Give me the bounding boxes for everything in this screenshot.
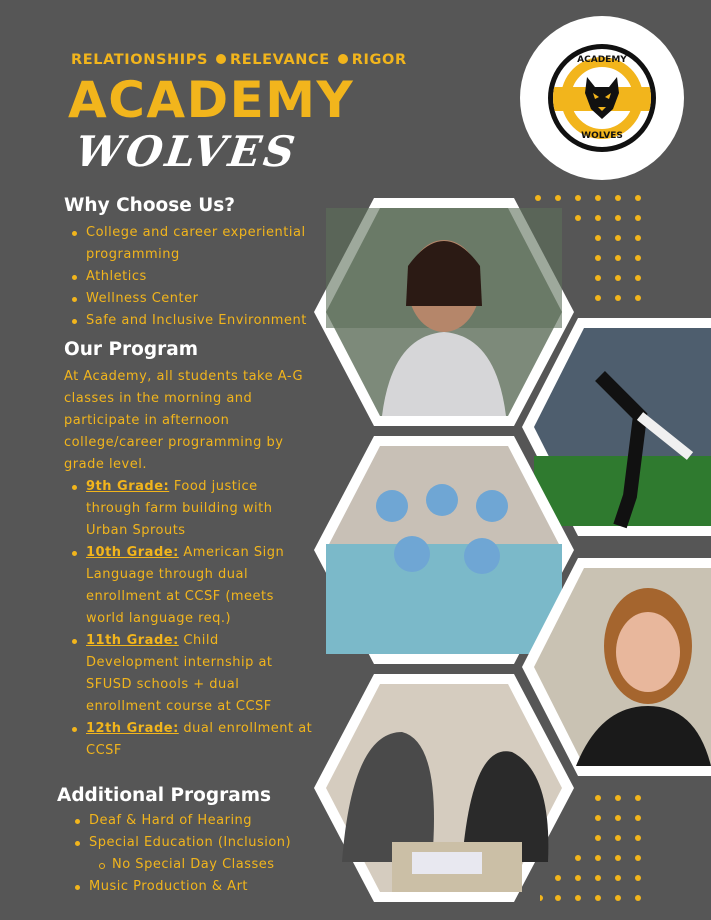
decorative-dots-bottom: [540, 790, 660, 908]
additional-heading: Additional Programs: [57, 785, 272, 806]
list-item: Music Production & Art: [57, 876, 327, 898]
why-list: [64, 222, 314, 332]
grade-label: 10th Grade:: [86, 545, 179, 560]
bullet-dot-icon: [216, 54, 226, 64]
grade-item: [64, 476, 314, 542]
photo-students-working: [312, 672, 576, 904]
additional-programs: [57, 782, 327, 898]
list-item: Special Education (Inclusion): [57, 832, 327, 854]
sub-list-item: No Special Day Classes: [57, 854, 327, 876]
grade-label: 12th Grade:: [86, 721, 179, 736]
grade-item: [64, 630, 314, 718]
list-item: College and career experiential programming: [64, 222, 314, 266]
logo-badge: [548, 44, 656, 152]
decorative-dots-top: [530, 190, 650, 308]
logo-text-bottom: WOLVES: [581, 131, 623, 141]
program-intro: At Academy, all students take A-G classes in the morning and participate in afternoon college/career programming by grade level.: [64, 369, 304, 472]
grade-label: 11th Grade:: [86, 633, 179, 648]
grade-text: dual enrollment at CCSF: [86, 721, 313, 758]
wolf-icon: [583, 75, 621, 121]
main-content: [64, 192, 314, 762]
grade-text: Child Development internship at SFUSD schools + dual enrollment course at CCSF: [86, 633, 273, 714]
why-heading: Why Choose Us?: [64, 195, 236, 216]
grade-item: [64, 542, 314, 630]
tagline-relationships: RELATIONSHIPS: [71, 52, 208, 68]
grade-text: Food justice through farm building with Urban Sprouts: [86, 479, 273, 538]
bullet-dot-icon: [338, 54, 348, 64]
tagline-rigor: RIGOR: [351, 52, 407, 68]
list-item: Safe and Inclusive Environment: [64, 310, 314, 332]
list-item: Athletics: [64, 266, 314, 288]
page-title: ACADEMY: [68, 71, 355, 129]
tagline-relevance: RELEVANCE: [230, 52, 330, 68]
tagline: [71, 52, 407, 68]
logo-text-top: ACADEMY: [577, 55, 627, 65]
grade-text: American Sign Language through dual enrollment at CCSF (meets world language req.): [86, 545, 285, 626]
list-item: Deaf & Hard of Hearing: [57, 810, 327, 832]
program-heading: Our Program: [64, 339, 198, 360]
grades-list: [64, 476, 314, 762]
school-logo: [520, 16, 684, 180]
page-subtitle: WOLVES: [72, 127, 301, 176]
grade-label: 9th Grade:: [86, 479, 170, 494]
grade-item: [64, 718, 314, 762]
additional-list: [57, 810, 327, 898]
list-item: Wellness Center: [64, 288, 314, 310]
